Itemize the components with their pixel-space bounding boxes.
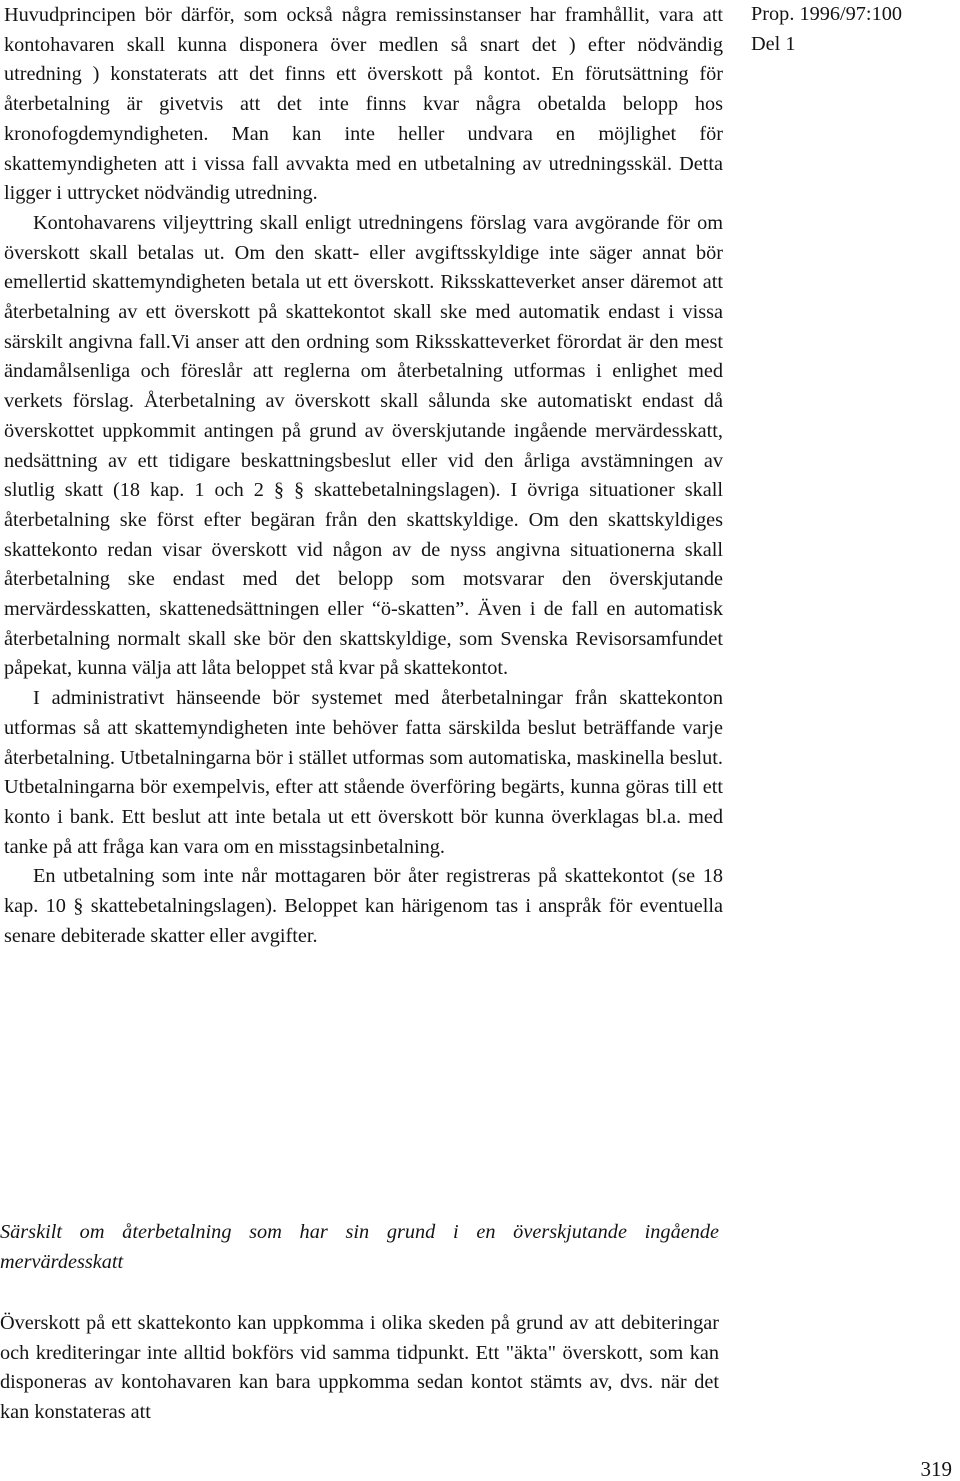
proposition-number: Prop. 1996/97:100: [751, 3, 902, 25]
body-paragraph-5: Överskott på ett skattekonto kan uppkomma i olika skeden på grund av att debiteringar och krediteringar inte alltid bokförs vid samma tidpunkt. Ett "äkta" överskott, som kan disponeras av kontohavaren kan bara uppkomma sedan kontot stämts av, dvs. när det kan konstateras att: [0, 1312, 719, 1424]
body-paragraph-2: Kontohavarens viljeyttring skall enligt utredningens förslag vara avgörande för om överskott skall betalas ut. Om den skatt- eller avgiftsskyldige inte säger annat bör emellertid skattemyndigheten betala ut ett överskott. Riksskatteverket anser däremot att återbetalning av ett överskott på skattekontot skall ske med automatik endast i vissa särskilt angivna fall.Vi anser att den ordning som Riksskatteverket förordat är den mest ändamålsenliga och föreslår att reglerna om återbetalning utformas i enlighet med verkets förslag. Återbetalning av överskott skall sålunda ske automatiskt endast då överskottet uppkommit antingen på grund av överskjutande ingående mervärdesskatt, nedsättning av ett tidigare beskattningsbeslut eller vid den årliga avstämningen av slutlig skatt (18 kap. 1 och 2 § § skattebetalningslagen). I övriga situationer skall återbetalning ske först efter begäran från den skattskyldige. Om den skattskyldiges skattekonto redan visar överskott vid någon av de nyss angivna situationerna skall återbetalning ske endast med det belopp som motsvarar den överskjutande mervärdesskatten, skattenedsättningen eller “ö-skatten”. Även i de fall en automatisk återbetalning normalt skall ske bör den skattskyldige, som Svenska Revisorsamfundet påpekat, kunna välja att låta beloppet stå kvar på skattekontot.: [4, 211, 723, 680]
body-paragraph-1: Huvudprincipen bör därför, som också några remissinstanser har framhållit, vara att kontohavaren skall kunna disponera över medlen så snart det ) efter nödvändig utredning ) konstaterats att det finns ett överskott på kontot. En förutsättning för återbetalning är givetvis att det inte finns kvar några obetalda belopp hos kronofogdemyndigheten. Man kan inte heller undvara en möjlighet för skattemyndigheten att i vissa fall avvakta med en utbetalning av utredningsskäl. Detta ligger i uttrycket nödvändig utredning.: [4, 4, 723, 205]
part-label: Del 1: [751, 32, 796, 55]
main-text-column: [4, 0, 723, 952]
body-paragraph-3: I administrativt hänseende bör systemet med återbetalningar från skattekonton utformas så att skattemyndigheten inte behöver fatta särskilda beslut beträffande varje återbetalning. Utbetalningarna bör i stället utformas som automatiska, maskinella beslut. Utbetalningarna bör exempelvis, efter att stående överföring begärts, kunna göras till ett konto i bank. Ett beslut att inte betala ut ett överskott bör kunna överklagas bl.a. med tanke på att fråga kan vara om en misstagsinbetalning.: [4, 687, 723, 858]
section-heading: Särskilt om återbetalning som har sin grund i en överskjutande ingående mervärdesskatt: [0, 1221, 719, 1273]
margin-reference: [751, 0, 951, 59]
page-number: 319: [920, 1457, 952, 1481]
body-paragraph-4: En utbetalning som inte når mottagaren bör åter registreras på skattekontot (se 18 kap. 10 § skattebetalningslagen). Beloppet kan härigenom tas i anspråk för eventuella senare debiterade skatter eller avgifter.: [4, 865, 723, 947]
lower-text-column: [0, 1308, 719, 1428]
